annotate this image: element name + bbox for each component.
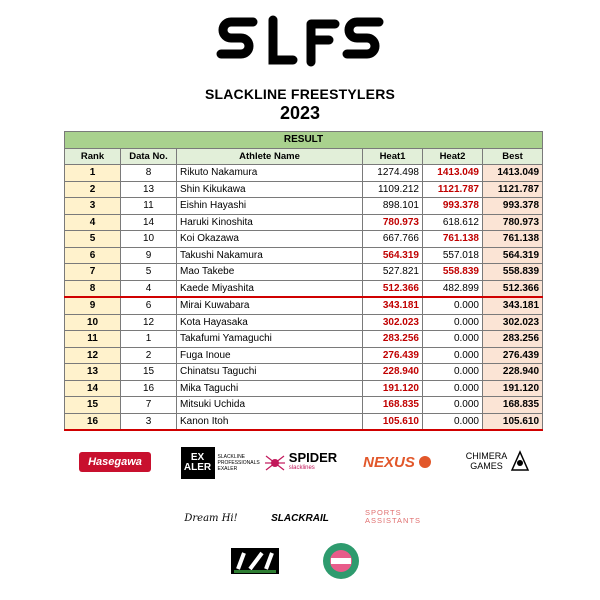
- data-no-cell: 8: [121, 165, 177, 182]
- data-no-cell: 16: [121, 380, 177, 397]
- athlete-name-cell: Rikuto Nakamura: [177, 165, 363, 182]
- slfs-logo: [0, 14, 600, 75]
- table-row: [65, 397, 543, 414]
- best-cell: 168.835: [483, 397, 543, 414]
- table-row: [65, 231, 543, 248]
- heat1-cell: 1274.498: [363, 165, 423, 182]
- heat1-cell: 667.766: [363, 231, 423, 248]
- heat1-cell: 564.319: [363, 247, 423, 264]
- data-no-cell: 13: [121, 181, 177, 198]
- dream-logo: Dream Hi!: [184, 512, 238, 524]
- heat2-cell: 761.138: [423, 231, 483, 248]
- heat2-cell: 0.000: [423, 297, 483, 314]
- heat1-cell: 898.101: [363, 198, 423, 215]
- table-row: [65, 297, 543, 314]
- column-header: Data No.: [121, 148, 177, 165]
- table-row: [65, 247, 543, 264]
- athlete-name-cell: Eishin Hayashi: [177, 198, 363, 215]
- data-no-cell: 11: [121, 198, 177, 215]
- athlete-name-cell: Takushi Nakamura: [177, 247, 363, 264]
- best-cell: 276.439: [483, 347, 543, 364]
- athlete-name-cell: Mao Takebe: [177, 264, 363, 281]
- table-row: [65, 331, 543, 348]
- heat1-cell: 105.610: [363, 413, 423, 430]
- isi-emblem-icon: [230, 547, 280, 575]
- data-no-cell: 3: [121, 413, 177, 430]
- rank-cell: 4: [65, 214, 121, 231]
- heat2-cell: 557.018: [423, 247, 483, 264]
- column-header: Heat2: [423, 148, 483, 165]
- table-row: [65, 347, 543, 364]
- heat1-cell: 191.120: [363, 380, 423, 397]
- rank-cell: 8: [65, 280, 121, 297]
- table-row: [65, 198, 543, 215]
- result-section-title: RESULT: [65, 132, 543, 149]
- rank-cell: 15: [65, 397, 121, 414]
- world-ranking-badge-icon: [322, 542, 360, 580]
- rank-cell: 11: [65, 331, 121, 348]
- best-cell: 512.366: [483, 280, 543, 297]
- column-header: Athlete Name: [177, 148, 363, 165]
- hasegawa-logo: Hasegawa: [79, 452, 151, 472]
- best-cell: 1121.787: [483, 181, 543, 198]
- heat1-cell: 343.181: [363, 297, 423, 314]
- data-no-cell: 1: [121, 331, 177, 348]
- slfs-logo-graphic: [215, 14, 385, 70]
- column-header: Best: [483, 148, 543, 165]
- rank-cell: 13: [65, 364, 121, 381]
- data-no-cell: 5: [121, 264, 177, 281]
- heat1-cell: 302.023: [363, 314, 423, 331]
- heat2-cell: 618.612: [423, 214, 483, 231]
- heat2-cell: 482.899: [423, 280, 483, 297]
- event-year: 2023: [279, 103, 321, 123]
- chimera-games-logo: CHIMERA GAMES: [458, 446, 538, 476]
- best-cell: 283.256: [483, 331, 543, 348]
- athlete-name-cell: Mika Taguchi: [177, 380, 363, 397]
- slackrail-logo: SLACKRAIL: [271, 512, 329, 524]
- sports-assistants-logo: SPORTS ASSISTANTS: [364, 508, 422, 525]
- heat1-cell: 512.366: [363, 280, 423, 297]
- data-no-cell: 9: [121, 247, 177, 264]
- table-row: [65, 413, 543, 430]
- rank-cell: 10: [65, 314, 121, 331]
- heat2-cell: 0.000: [423, 380, 483, 397]
- table-row: [65, 264, 543, 281]
- best-cell: 343.181: [483, 297, 543, 314]
- heat2-cell: 0.000: [423, 331, 483, 348]
- heat2-cell: 1121.787: [423, 181, 483, 198]
- athlete-name-cell: Mirai Kuwabara: [177, 297, 363, 314]
- heat1-cell: 1109.212: [363, 181, 423, 198]
- best-cell: 993.378: [483, 198, 543, 215]
- athlete-name-cell: Kanon Itoh: [177, 413, 363, 430]
- heat2-cell: 0.000: [423, 413, 483, 430]
- heat2-cell: 0.000: [423, 364, 483, 381]
- table-row: [65, 181, 543, 198]
- best-cell: 780.973: [483, 214, 543, 231]
- heat1-cell: 228.940: [363, 364, 423, 381]
- column-header: Heat1: [363, 148, 423, 165]
- data-no-cell: 2: [121, 347, 177, 364]
- heat2-cell: 993.378: [423, 198, 483, 215]
- nexus-logo: NEXUS: [358, 451, 438, 473]
- data-no-cell: 4: [121, 280, 177, 297]
- heat1-cell: 780.973: [363, 214, 423, 231]
- heat2-cell: 0.000: [423, 397, 483, 414]
- chimera-emblem-icon: [510, 450, 530, 472]
- rank-cell: 1: [65, 165, 121, 182]
- heat1-cell: 283.256: [363, 331, 423, 348]
- table-row: [65, 380, 543, 397]
- rank-cell: 5: [65, 231, 121, 248]
- heat1-cell: 527.821: [363, 264, 423, 281]
- heat2-cell: 1413.049: [423, 165, 483, 182]
- exaler-logo: EX ALER SLACKLINE PROFESSIONALS EXALER: [180, 446, 250, 480]
- data-no-cell: 7: [121, 397, 177, 414]
- heat2-cell: 558.839: [423, 264, 483, 281]
- rank-cell: 16: [65, 413, 121, 430]
- heat2-cell: 0.000: [423, 314, 483, 331]
- data-no-cell: 15: [121, 364, 177, 381]
- best-cell: 191.120: [483, 380, 543, 397]
- best-cell: 302.023: [483, 314, 543, 331]
- athlete-name-cell: Shin Kikukawa: [177, 181, 363, 198]
- rank-cell: 6: [65, 247, 121, 264]
- world-ranking-list-logo: [322, 542, 360, 580]
- isi-logo: [230, 547, 280, 575]
- nexus-lion-icon: [417, 454, 433, 470]
- rank-cell: 3: [65, 198, 121, 215]
- athlete-name-cell: Haruki Kinoshita: [177, 214, 363, 231]
- spider-icon: [265, 453, 285, 473]
- data-no-cell: 10: [121, 231, 177, 248]
- best-cell: 1413.049: [483, 165, 543, 182]
- athlete-name-cell: Fuga Inoue: [177, 347, 363, 364]
- athlete-name-cell: Takafumi Yamaguchi: [177, 331, 363, 348]
- table-row: [65, 364, 543, 381]
- athlete-name-cell: Kota Hayasaka: [177, 314, 363, 331]
- table-row: [65, 280, 543, 297]
- table-row: [65, 165, 543, 182]
- heat2-cell: 0.000: [423, 347, 483, 364]
- athlete-name-cell: Kaede Miyashita: [177, 280, 363, 297]
- athlete-name-cell: Chinatsu Taguchi: [177, 364, 363, 381]
- table-row: [65, 314, 543, 331]
- data-no-cell: 6: [121, 297, 177, 314]
- rank-cell: 7: [65, 264, 121, 281]
- event-title: SLACKLINE FREESTYLERS: [204, 86, 396, 102]
- athlete-name-cell: Mitsuki Uchida: [177, 397, 363, 414]
- best-cell: 105.610: [483, 413, 543, 430]
- heat1-cell: 276.439: [363, 347, 423, 364]
- best-cell: 761.138: [483, 231, 543, 248]
- results-table: [64, 131, 543, 431]
- rank-cell: 14: [65, 380, 121, 397]
- rank-cell: 9: [65, 297, 121, 314]
- athlete-name-cell: Koi Okazawa: [177, 231, 363, 248]
- data-no-cell: 14: [121, 214, 177, 231]
- best-cell: 564.319: [483, 247, 543, 264]
- best-cell: 228.940: [483, 364, 543, 381]
- table-row: [65, 214, 543, 231]
- heat1-cell: 168.835: [363, 397, 423, 414]
- rank-cell: 2: [65, 181, 121, 198]
- column-header: Rank: [65, 148, 121, 165]
- rank-cell: 12: [65, 347, 121, 364]
- data-no-cell: 12: [121, 314, 177, 331]
- best-cell: 558.839: [483, 264, 543, 281]
- spider-slacklines-logo: SPIDER slacklines: [262, 448, 340, 478]
